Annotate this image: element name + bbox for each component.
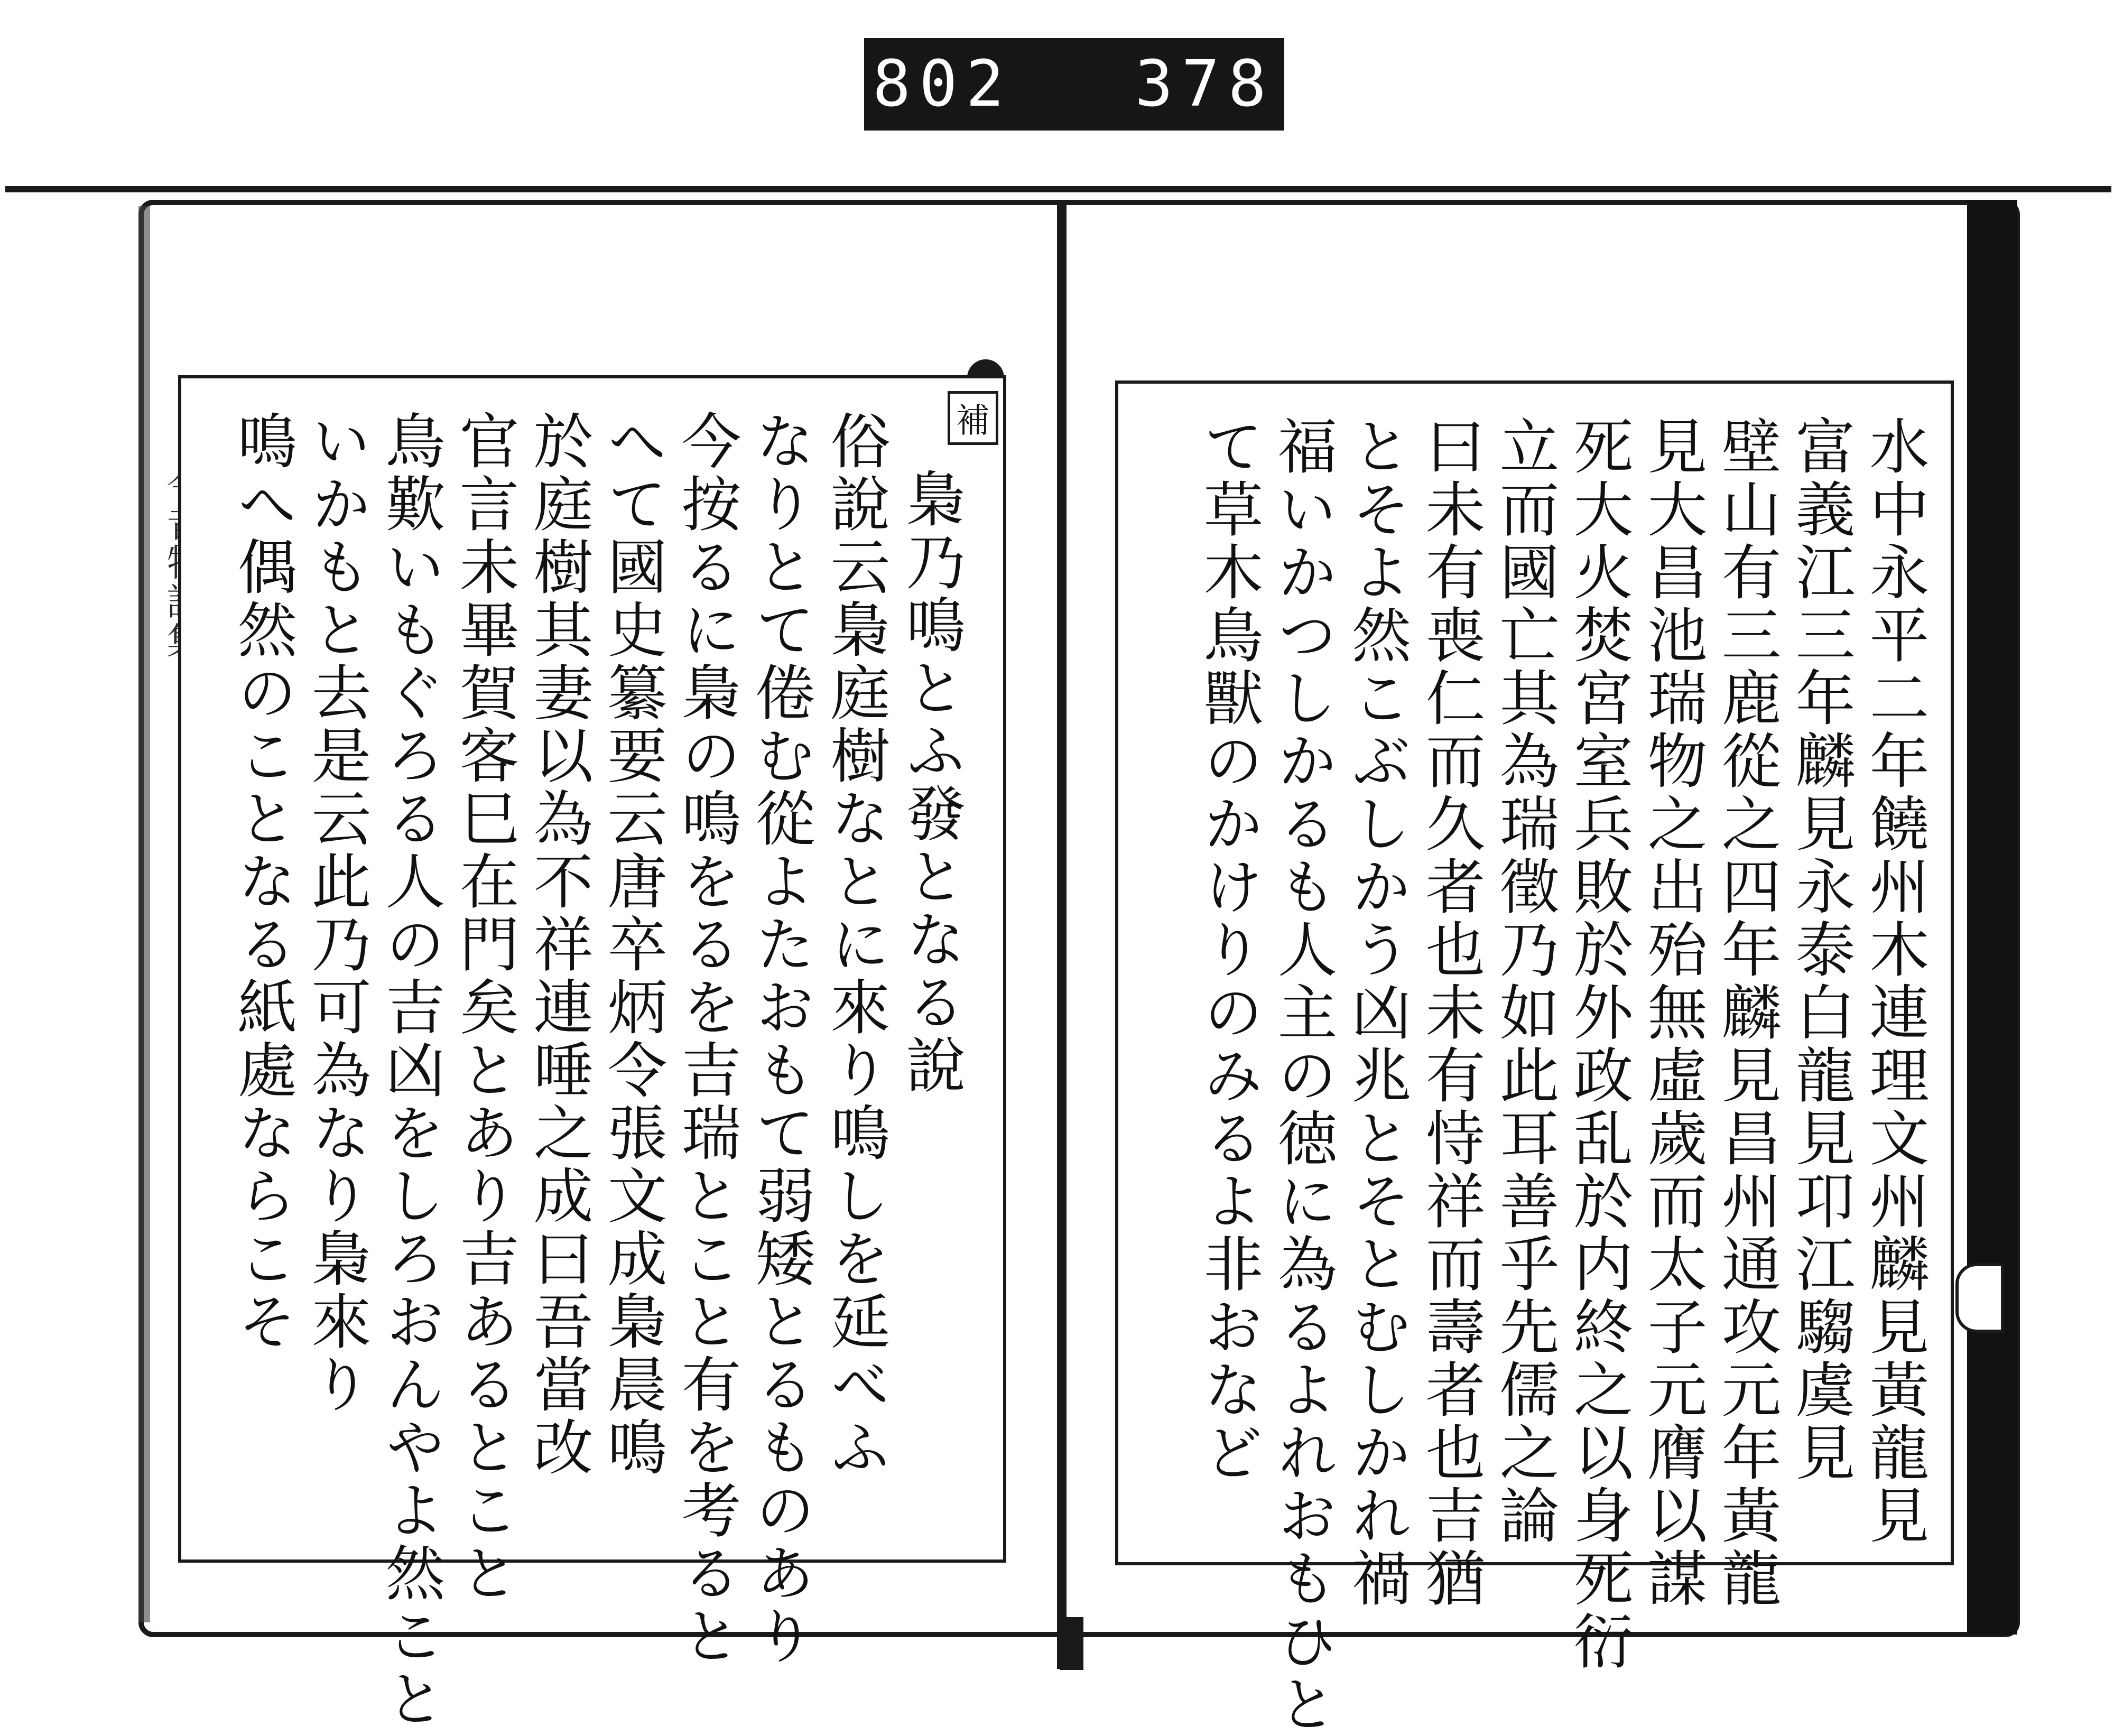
hosoku-box: 補 — [948, 391, 998, 445]
right-column-8: とそよ然こぶしかう凶兆とそとむしかれ禍 — [1342, 415, 1412, 1610]
archive-number-left: 802 — [873, 48, 1013, 121]
left-column-9: いかもと去是云此乃可為なり梟來り — [302, 410, 372, 1416]
left-column-3: なりとて倦む從よたおもて弱矮とるものあり — [746, 410, 815, 1668]
left-column-1: 梟乃鳴とふ發となる說 — [896, 468, 966, 1097]
archive-label — [864, 38, 1284, 131]
right-column-6: 立而國亡其為瑞徵乃如此耳善乎先儒之論 — [1490, 415, 1560, 1547]
left-page-frame — [178, 375, 1006, 1731]
top-rule — [5, 186, 2111, 192]
right-column-1: 水中永平二年饒州木連理文州麟見黃龍見 — [1860, 415, 1930, 1547]
right-page-edge — [1967, 200, 2017, 1635]
left-column-8: 鳥歎いもぐろる人の吉凶をしろおんやよ然こと — [376, 410, 446, 1731]
left-column-10: 鳴へ偶然のことなる紙處ならこそ — [228, 410, 298, 1353]
left-column-6: 於庭樹其妻以為不祥連唾之成曰吾當改 — [524, 410, 594, 1479]
right-column-4: 見大昌池瑞物之出殆無虛歲而太子元膺以謀 — [1638, 415, 1708, 1610]
left-page-edge — [138, 206, 150, 1622]
right-column-3: 壁山有三鹿從之四年麟見昌州通攻元年黃龍 — [1712, 415, 1782, 1610]
spine-bottom-mark — [1060, 1617, 1083, 1670]
right-column-7: 曰未有喪仁而久者也未有恃祥而壽者也吉猶 — [1416, 415, 1486, 1610]
left-column-4: 今按るに梟の鳴をるを吉瑞とこと有を考ると — [672, 410, 741, 1668]
right-column-2: 富義江三年麟見永泰白龍見卭江騶虞見 — [1786, 415, 1856, 1484]
right-column-5: 死大火焚宮室兵敗於外政乱於内終之以身死衍 — [1564, 415, 1634, 1673]
right-column-10: て草木鳥獸のかけりのみるよ非おなど — [1194, 415, 1264, 1484]
archive-number-right: 378 — [1135, 48, 1275, 121]
page-tab-mark — [1955, 1263, 2004, 1333]
book-spine — [1057, 200, 1067, 1669]
left-column-5: へて國史纂要云唐卒炳令張文成梟晨鳴 — [598, 410, 667, 1479]
left-column-7: 官言未畢賀客巳在門矣とあり吉あるとこと — [450, 410, 520, 1605]
right-column-9: 福いかつしかるも人主の徳に為るよれおもひと — [1268, 415, 1338, 1736]
left-column-2: 俗說云梟庭樹なとに來り鳴しを延べふ — [821, 410, 891, 1479]
right-page-frame — [1115, 380, 1954, 1736]
